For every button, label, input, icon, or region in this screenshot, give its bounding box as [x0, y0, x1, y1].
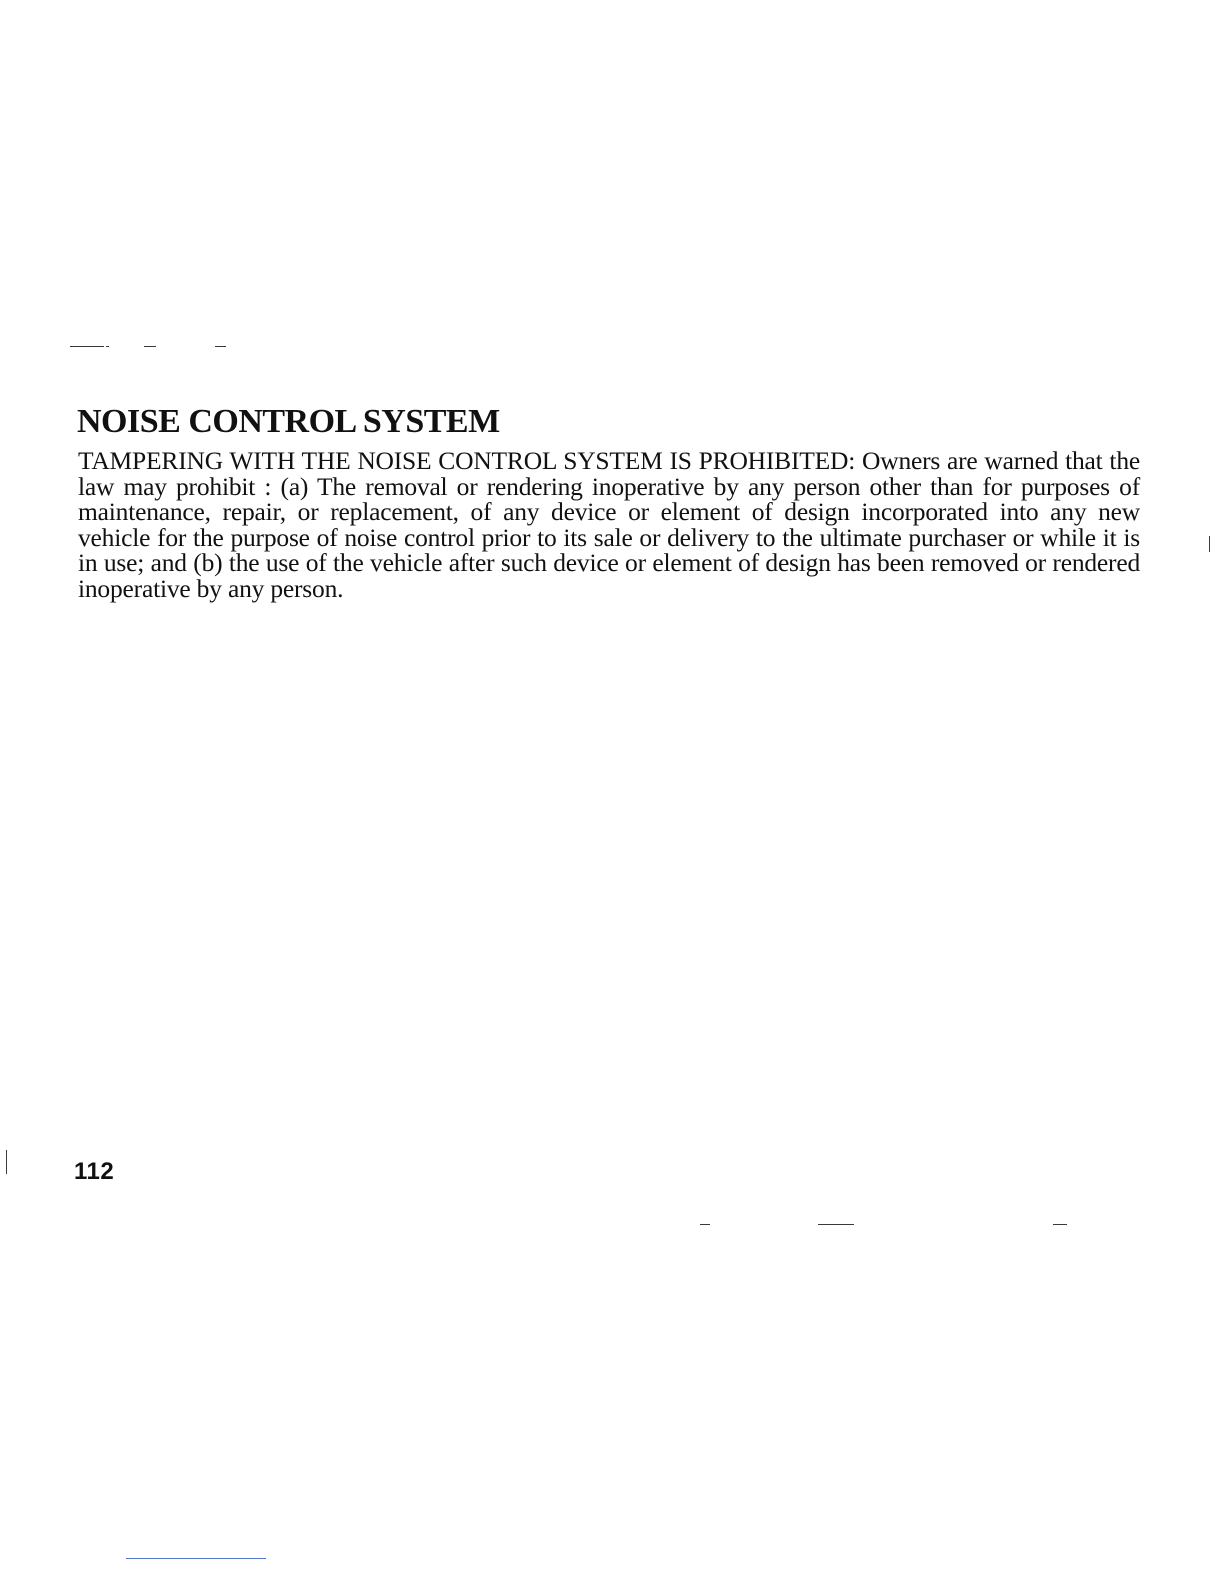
scan-mark-bottom-blue	[126, 1558, 266, 1559]
scan-mark-top-1	[70, 346, 104, 347]
scan-mark-top-2	[106, 346, 109, 347]
scan-mark-bottom-1	[700, 1224, 710, 1225]
section-title: NOISE CONTROL SYSTEM	[77, 403, 500, 440]
scan-mark-left-1	[6, 1150, 7, 1174]
scan-mark-top-3	[144, 346, 156, 347]
scan-mark-bottom-3	[1053, 1224, 1067, 1225]
page-number: 112	[74, 1158, 115, 1185]
section-body: TAMPERING WITH THE NOISE CONTROL SYSTEM IS PROHIBITED: Owners are warned that the law may prohibit : (a) The removal or rendering inoperative by any person other than for purposes of maintenance, repair, or replacement, of any device or element of design incorporated into any new vehicle for the purpose of noise control prior to its sale or delivery to the ultimate purchaser or while it is in use; and (b) the use of the vehicle after such device or element of design has been removed or rendered inoperative by any person.	[78, 446, 1140, 603]
scan-mark-top-4	[215, 346, 226, 347]
scan-mark-right-1	[1209, 536, 1210, 552]
scan-mark-bottom-2	[818, 1224, 854, 1225]
